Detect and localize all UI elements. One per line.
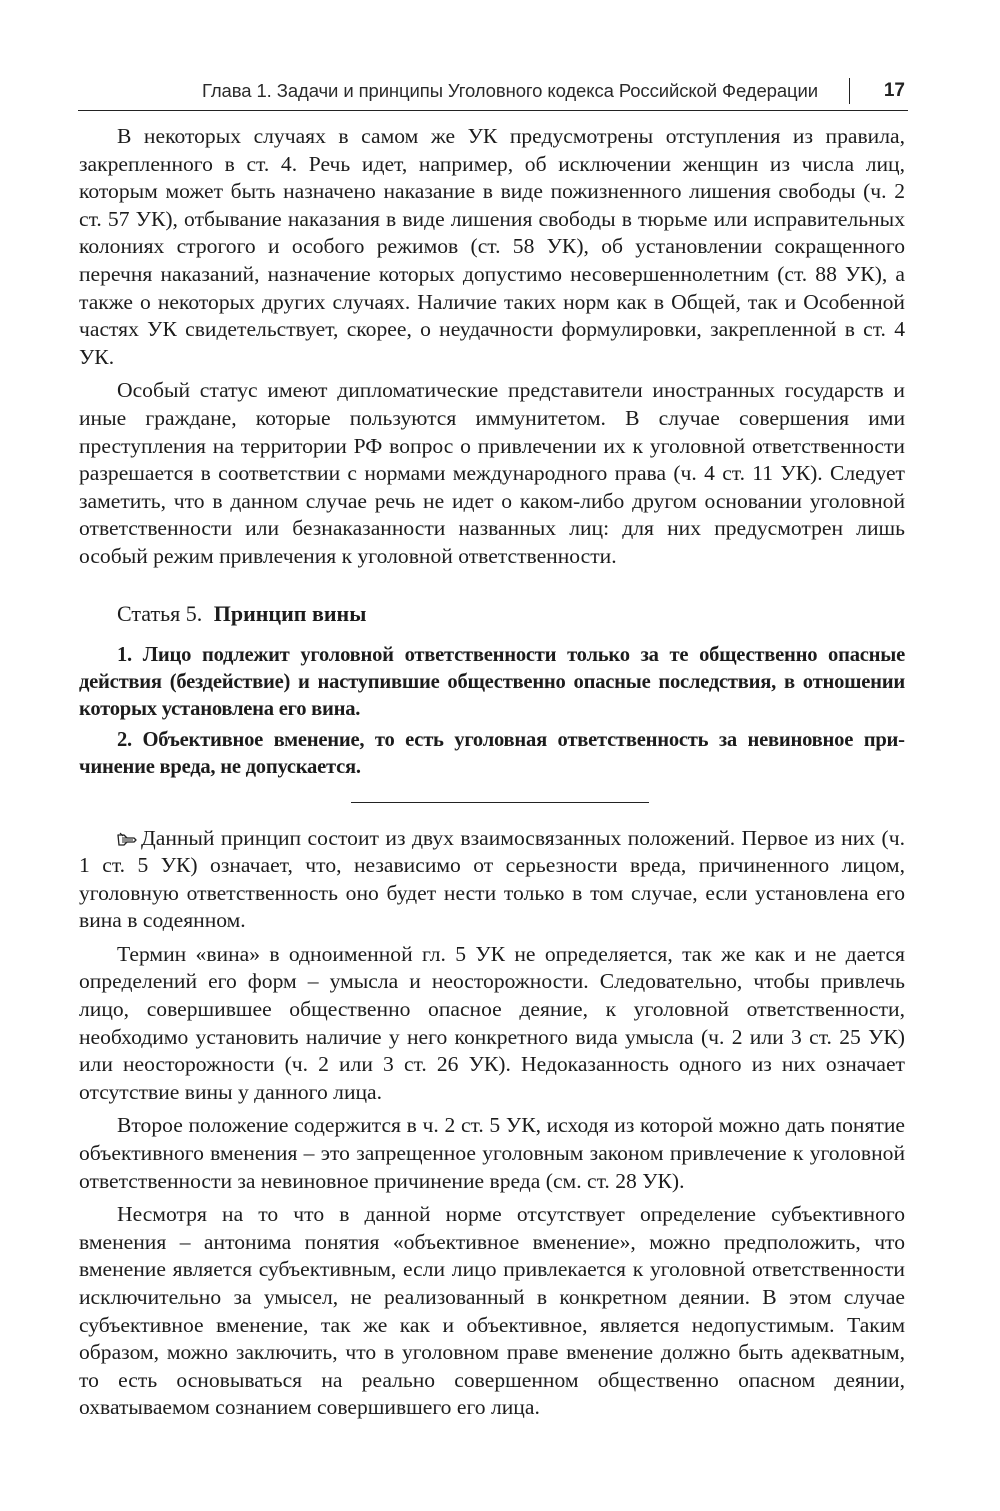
commentary-text: Данный принцип состоит из двух взаимосвязанных положений. Первое из них (ч. 1 ст. 5 УК) означает, что, независимо от серьезности вреда, причиненного лицом, уголовную ответственность оно будет нести только в том случае, если установлена его вина в содеянном.	[79, 825, 905, 933]
statute-clause: 1. Лицо подлежит уголовной ответственности только за те общественно опасные действия (бездействие) и наступившие общественно опасные последствия, в отношении которых установлена его вина.	[79, 643, 905, 720]
article-label: Статья 5.	[117, 600, 203, 626]
commentary-paragraph	[79, 825, 905, 935]
article-heading	[79, 600, 905, 628]
paragraph: Особый статус имеют дипломатические представители иностранных государств и иные граждане, которые пользуются иммунитетом. В случае совершения ими преступления на территории РФ вопрос о привлечении их к уголовной ответственности разрешается в соответствии с нормами международного права (ч. 4 ст. 11 УК). Следует заметить, что в данном случае речь не идет о каком-либо другом основании уголовной ответственности или безнаказанности названных лиц: для них предусмотрен лишь особый режим привлечения к уголовной ответственности.	[79, 378, 905, 568]
chapter-title: Глава 1. Задачи и принципы Уголовного кодекса Российской Федерации	[201, 80, 818, 101]
commentary-paragraph: Несмотря на то что в данной норме отсутствует определение субъективного вменения – антонима понятия «объективное вменение», можно предположить, что вменение является субъективным, если лицо привлекается к уголовной ответственности исключительно за умысел, не реализованный в конкретном деянии. В этом случае субъективное вменение, так же как и объективное, является недопустимым. Таким образом, можно заключить, что в уголовном праве вменение должно быть адекватным, то есть основываться на реально совершенном общественно опасном деянии, охватываемом сознанием совершившего его лица.	[79, 1202, 905, 1420]
section-separator	[351, 802, 649, 803]
article-title: Принцип вины	[213, 600, 367, 626]
writing-hand-icon	[117, 832, 137, 846]
statute-clause: 2. Объективное вменение, то есть уголовная ответственность за невиновное причинение вреда, не допускается.	[79, 729, 905, 779]
commentary-paragraph: Второе положение содержится в ч. 2 ст. 5 УК, исходя из которой можно дать понятие объективного вменения – это запрещенное уголовным законом привлечение к уголовной ответственности за невиновное причинение вреда (см. ст. 28 УК).	[79, 1113, 905, 1193]
statute-text	[79, 642, 905, 782]
commentary-paragraph: Термин «вина» в одноименной гл. 5 УК не определяется, так же как и не дается определений его форм – умысла и неосторожности. Следовательно, чтобы привлечь лицо, совершившее общественно опасное деяние, к уголовной ответственности, необходимо установить наличие у него конкретного вида умысла (ч. 2 или 3 ст. 25 УК) или неосторожности (ч. 2 или 3 ст. 26 УК). Недоказанность одного из них означает отсутствие вины у данного лица.	[79, 941, 905, 1104]
running-head	[78, 70, 908, 111]
header-divider	[849, 78, 851, 104]
page-content	[79, 123, 905, 1428]
page-number: 17	[883, 80, 905, 101]
paragraph: В некоторых случаях в самом же УК предусмотрены отступления из правила, закрепленного в ст. 4. Речь идет, например, об исключении женщин из числа лиц, которым может быть назначено наказание в виде пожизненного лишения свободы (ч. 2 ст. 57 УК), отбывание наказания в виде лишения свободы в тюрьме или исправительных колониях строгого и особого режимов (ст. 58 УК), об установлении сокращенного перечня наказаний, назначение которых допустимо несовершеннолетним (ст. 88 УК), а также о некоторых других случаях. Наличие таких норм как в Общей, так и Особенной частях УК свидетельствует, скорее, о неудачности формулировки, закрепленной в ст. 4 УК.	[79, 124, 905, 369]
